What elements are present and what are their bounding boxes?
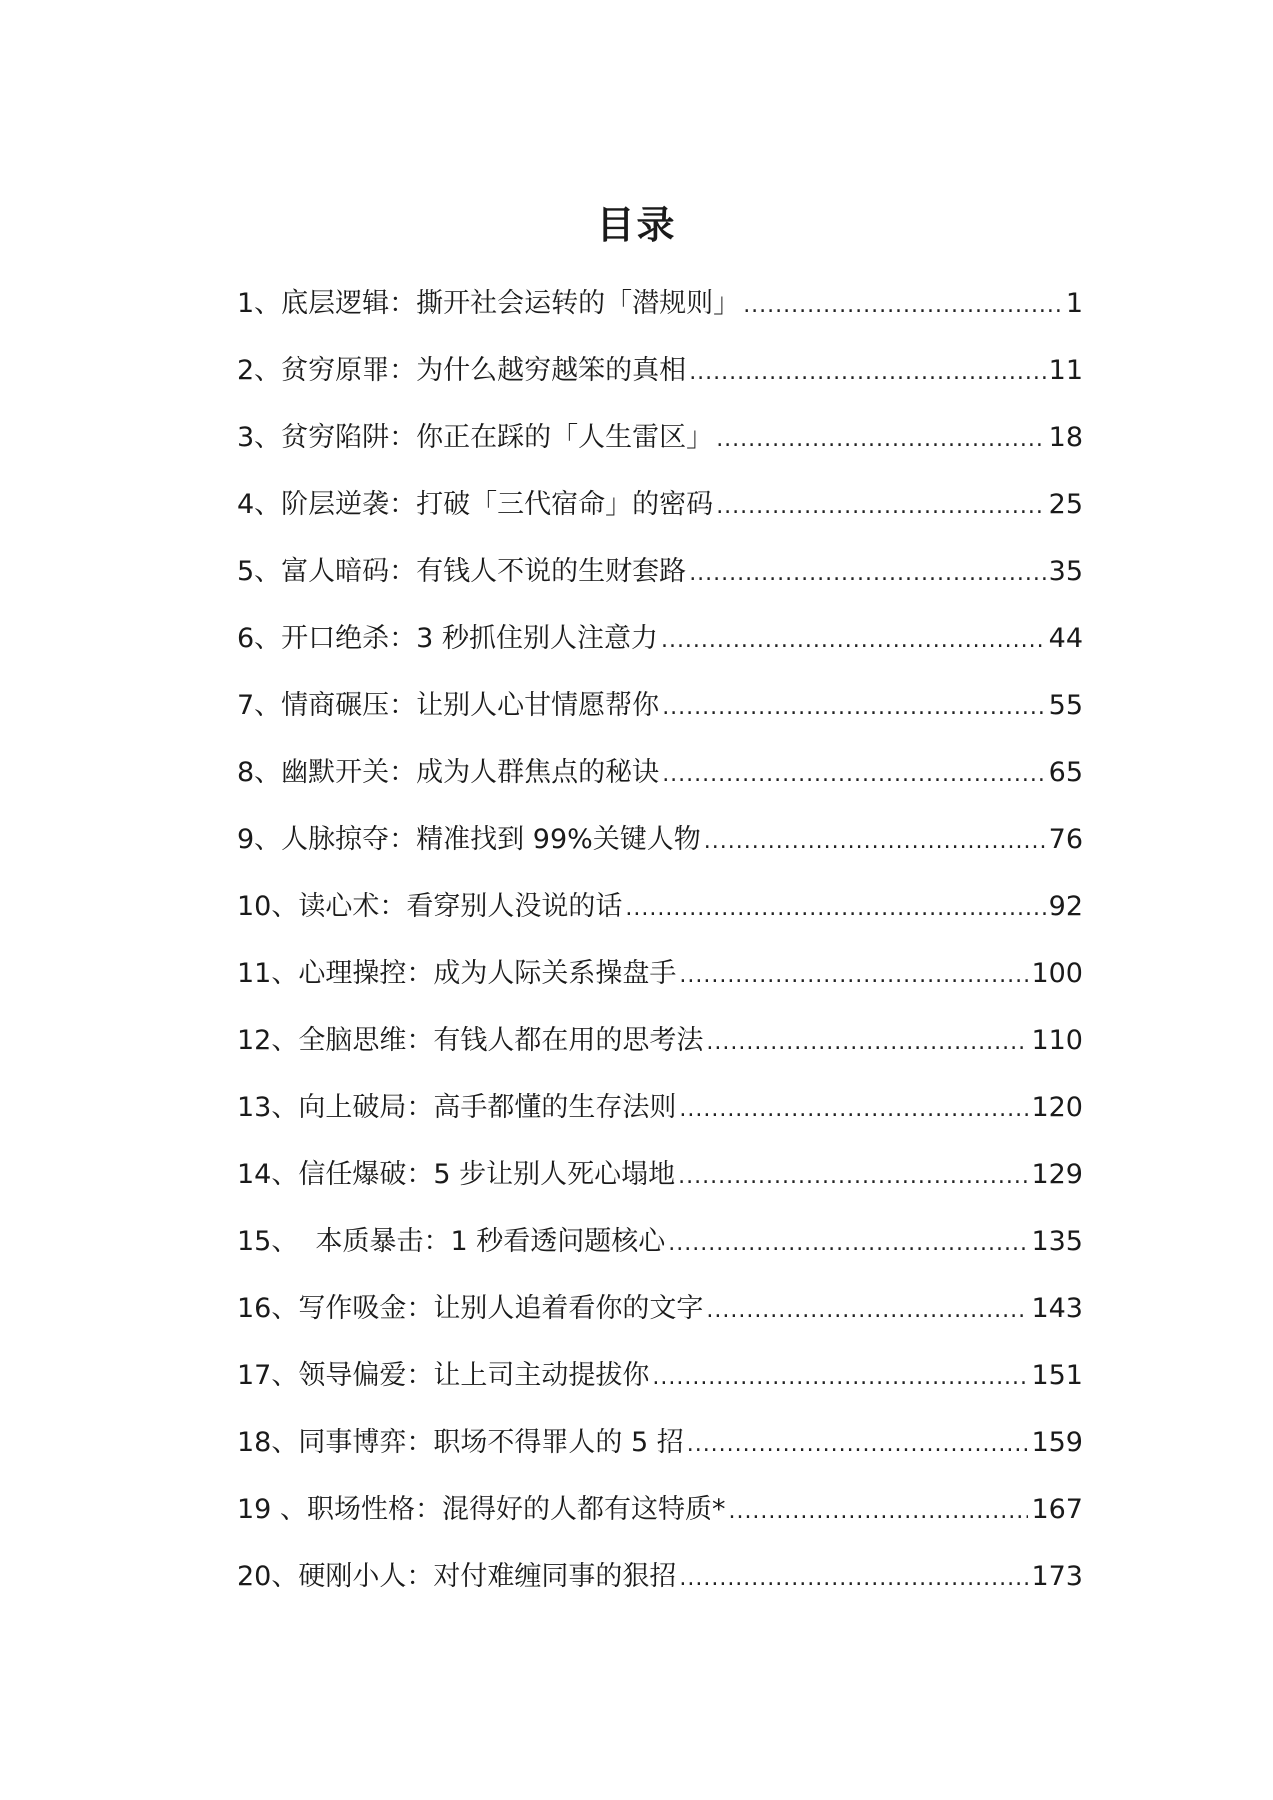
toc-entry	[237, 552, 1083, 619]
toc-page-number: 143	[1031, 1293, 1083, 1324]
toc-page-number: 92	[1048, 891, 1083, 922]
toc-page-number: 76	[1048, 824, 1083, 855]
toc-page-number: 167	[1031, 1494, 1083, 1525]
toc-dot-leader	[716, 420, 1045, 460]
toc-page-number: 159	[1031, 1427, 1083, 1458]
toc-dot-leader	[668, 1224, 1028, 1264]
toc-entry-title: 2、贫穷原罪：为什么越穷越笨的真相	[237, 355, 687, 386]
toc-entry	[237, 1423, 1083, 1490]
toc-entry	[237, 1021, 1083, 1088]
toc-entry-title: 4、阶层逆袭：打破「三代宿命」的密码	[237, 489, 714, 520]
toc-dot-leader	[652, 1358, 1028, 1398]
toc-entry	[237, 1222, 1083, 1289]
toc-page-number: 110	[1031, 1025, 1083, 1056]
toc-entry	[237, 1356, 1083, 1423]
toc-entry-title: 17、领导偏爱：让上司主动提拔你	[237, 1360, 650, 1391]
toc-entry	[237, 1289, 1083, 1356]
toc-entry	[237, 1155, 1083, 1222]
toc-entry-title: 19 、职场性格：混得好的人都有这特质*	[237, 1494, 726, 1525]
toc-page-number: 120	[1031, 1092, 1083, 1123]
toc-dot-leader	[678, 1157, 1028, 1197]
toc-entry-title: 18、同事博弈：职场不得罪人的 5 招	[237, 1427, 684, 1458]
toc-entry-title: 14、信任爆破：5 步让别人死心塌地	[237, 1159, 676, 1190]
toc-page-number: 44	[1048, 623, 1083, 654]
toc-page-number: 35	[1048, 556, 1083, 587]
toc-entry-title: 3、贫穷陷阱：你正在踩的「人生雷区」	[237, 422, 714, 453]
toc-dot-leader	[679, 1559, 1028, 1599]
toc-dot-leader	[679, 956, 1028, 996]
toc-entry-title: 5、富人暗码：有钱人不说的生财套路	[237, 556, 687, 587]
toc-entry-title: 16、写作吸金：让别人追着看你的文字	[237, 1293, 704, 1324]
toc-entry	[237, 954, 1083, 1021]
toc-entry	[237, 887, 1083, 954]
toc-entry-title: 15、 本质暴击：1 秒看透问题核心	[237, 1226, 666, 1257]
toc-page-number: 100	[1031, 958, 1083, 989]
toc-page-number: 55	[1048, 690, 1083, 721]
toc-entry	[237, 820, 1083, 887]
toc-dot-leader	[728, 1492, 1028, 1532]
toc-page-number: 173	[1031, 1561, 1083, 1592]
toc-dot-leader	[679, 1090, 1028, 1130]
toc-entry	[237, 485, 1083, 552]
toc-entry	[237, 619, 1083, 686]
toc-list	[237, 284, 1083, 1624]
toc-entry	[237, 418, 1083, 485]
toc-page-number: 129	[1031, 1159, 1083, 1190]
toc-entry-title: 20、硬刚小人：对付难缠同事的狠招	[237, 1561, 677, 1592]
toc-dot-leader	[716, 487, 1045, 527]
toc-page-number: 65	[1048, 757, 1083, 788]
toc-dot-leader	[706, 1291, 1028, 1331]
toc-dot-leader	[687, 1425, 1029, 1465]
toc-entry-title: 10、读心术：看穿别人没说的话	[237, 891, 623, 922]
toc-entry	[237, 1557, 1083, 1624]
toc-entry-title: 7、情商碾压：让别人心甘情愿帮你	[237, 690, 660, 721]
toc-entry-title: 12、全脑思维：有钱人都在用的思考法	[237, 1025, 704, 1056]
toc-dot-leader	[704, 822, 1046, 862]
toc-page-number: 25	[1048, 489, 1083, 520]
toc-dot-leader	[662, 688, 1045, 728]
toc-entry	[237, 351, 1083, 418]
toc-dot-leader	[689, 554, 1045, 594]
toc-dot-leader	[689, 353, 1045, 393]
toc-dot-leader	[706, 1023, 1028, 1063]
toc-entry-title: 11、心理操控：成为人际关系操盘手	[237, 958, 677, 989]
toc-dot-leader	[625, 889, 1045, 929]
toc-entry	[237, 1088, 1083, 1155]
toc-entry	[237, 686, 1083, 753]
toc-dot-leader	[743, 286, 1063, 326]
toc-entry-title: 13、向上破局：高手都懂的生存法则	[237, 1092, 677, 1123]
toc-entry-title: 8、幽默开关：成为人群焦点的秘诀	[237, 757, 660, 788]
toc-page-number: 1	[1065, 288, 1083, 319]
toc-entry	[237, 753, 1083, 820]
toc-page-number: 135	[1031, 1226, 1083, 1257]
toc-page-number: 18	[1048, 422, 1083, 453]
toc-page-number: 151	[1031, 1360, 1083, 1391]
toc-entry-title: 9、人脉掠夺：精准找到 99%关键人物	[237, 824, 701, 855]
toc-dot-leader	[662, 755, 1045, 795]
toc-entry-title: 1、底层逻辑：撕开社会运转的「潜规则」	[237, 288, 741, 319]
toc-entry-title: 6、开口绝杀：3 秒抓住别人注意力	[237, 623, 658, 654]
page-title: 目录	[596, 203, 677, 247]
toc-page-number: 11	[1048, 355, 1083, 386]
toc-entry	[237, 284, 1083, 351]
toc-dot-leader	[661, 621, 1046, 661]
toc-entry	[237, 1490, 1083, 1557]
